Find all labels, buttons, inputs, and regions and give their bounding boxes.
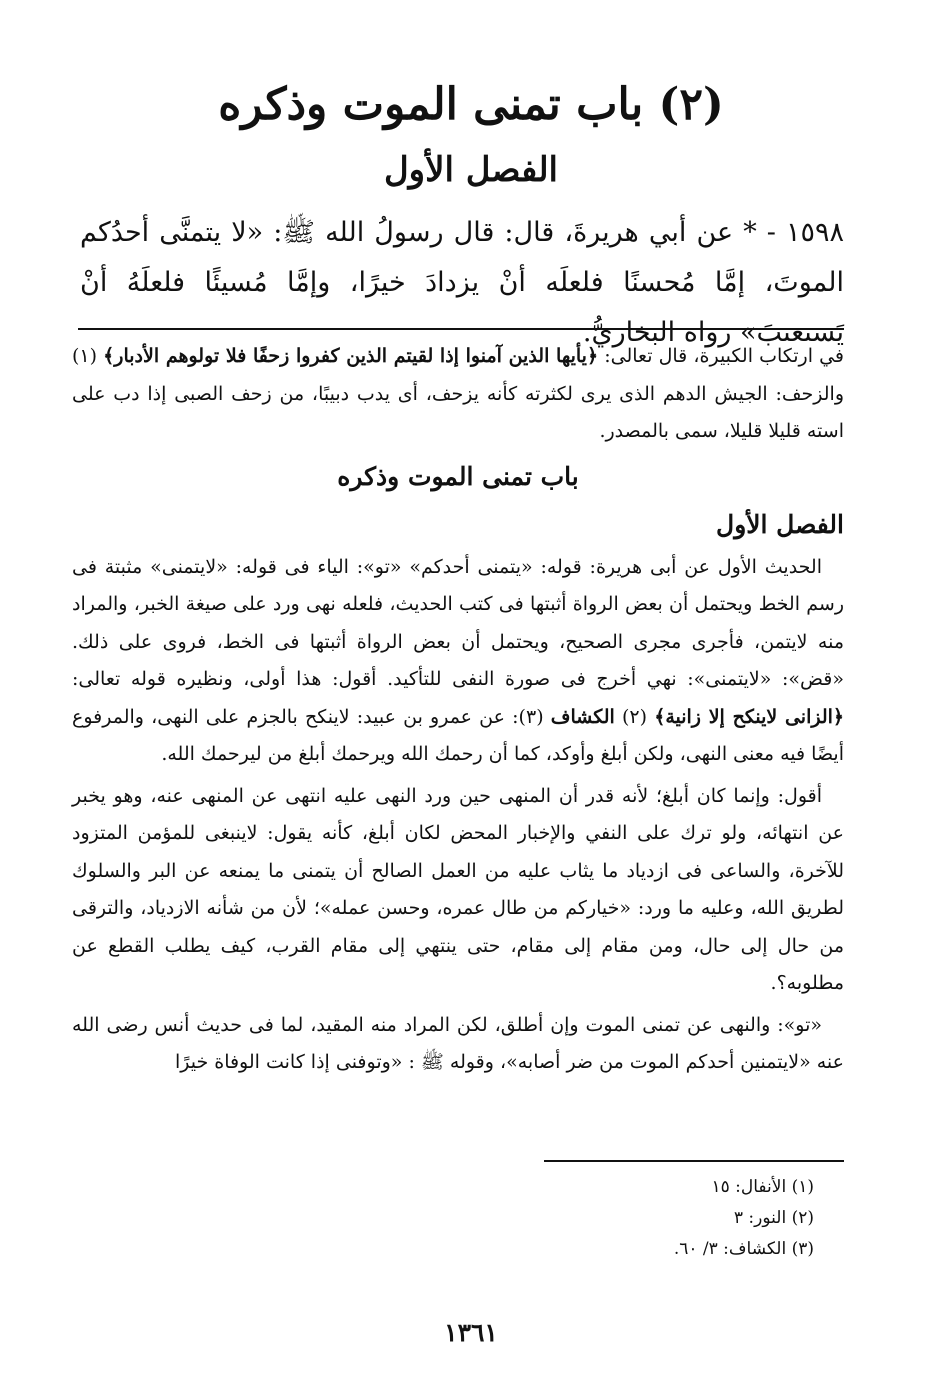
commentary xyxy=(72,338,844,1082)
footnotes xyxy=(514,1172,814,1265)
hadith-text: ١٥٩٨ - * عن أبي هريرةَ، قال: قال رسولُ الله ﷺ: «لا يتمنَّى أحدُكم الموتَ، إمَّا مُحسنًا فلعلَه أنْ يزدادَ خيرًا، وإمَّا مُسيئًا فلعلَهُ أنْ يَستعتبَ» رواه البخاريُّ. xyxy=(80,217,844,348)
quran-quote: ﴿الزانى لاينكح إلا زانية﴾ xyxy=(654,705,845,728)
source-name: الكشاف xyxy=(550,705,615,728)
chapter-title: (٢) باب تمنى الموت وذكره xyxy=(218,79,724,130)
intro-pre: في ارتكاب الكبيرة، قال تعالى: xyxy=(598,345,845,367)
intro-post: (١) والزحف: الجيش الدهم الذى يرى لكثرته كأنه يزحف، أى يدب دبيبًا، من زحف الصبى إذا دب على استه قليلا قليلا، سمى بالمصدر. xyxy=(72,345,844,442)
footnote: (٣) الكشاف: ٣/ ٦٠. xyxy=(673,1239,814,1259)
para1-post: (٣): عن عمرو بن عبيد: لاينكح بالجزم على النهى، والمرفوع أيضًا فيه معنى النهى، ولكن أبلغ وأوكد، كما أن رحمك الله ويرحمك أبلغ من ليرحمك الله. xyxy=(72,705,844,765)
commentary-paragraph: أقول: وإنما كان أبلغ؛ لأنه قدر أن المنهى حين ورد النهى عليه انتهى عن المنهى عنه، وهو يخبر عن انتهائه، ولو ترك على النفي والإخبار المحض لكان أبلغ، كأنه يقول: لاينبغى للمؤمن المتزود للآخرة، والساعى فى ازدياد ما يثاب عليه من العمل الصالح أن يتمنى ما يمنعه عن البر والسلوك لطريق الله، وعليه ما ورد: «خياركم من طال عمره، وحسن عمله»؛ لأن من شأنه الازدياد، والترقى من حال إلى حال، ومن مقام إلى مقام، حتى ينتهي إلى مقام القرب، كيف يطلب القطع عن مطلوبه؟. xyxy=(72,784,844,994)
footnote-divider xyxy=(544,1160,844,1162)
commentary-intro xyxy=(72,338,844,451)
footnote-ref: (٢) xyxy=(614,705,655,728)
footnote: (١) الأنفال: ١٥ xyxy=(711,1177,814,1197)
text-divider xyxy=(78,328,844,330)
section-title: الفصل الأول xyxy=(383,150,559,190)
commentary-paragraph xyxy=(72,549,844,774)
commentary-paragraph: «تو»: والنهى عن تمنى الموت وإن أطلق، لكن المراد منه المقيد، لما فى حديث أنس رضى الله عنه «لايتمنين أحدكم الموت من ضر أصابه»، وقوله ﷺ : «وتوفنى إذا كانت الوفاة خيرًا xyxy=(72,1013,844,1073)
commentary-section-title: الفصل الأول xyxy=(716,509,844,539)
quran-quote: ﴿يأيها الذين آمنوا إذا لقيتم الذين كفروا زحفًا فلا تولوهم الأدبار﴾ xyxy=(103,345,599,367)
page-number: ١٣٦١ xyxy=(444,1318,498,1347)
commentary-chapter-title: باب تمنى الموت وذكره xyxy=(337,461,579,491)
footnote: (٢) النور: ٣ xyxy=(733,1208,814,1228)
para1-pre: الحديث الأول عن أبى هريرة: قوله: «يتمنى أحدكم» «تو»: الياء فى قوله: «لايتمنى» مثبتة فى رسم الخط ويحتمل أن بعض الرواة أثبتها فى كتب الحديث، فلعله نهى ورد على صيغة الخبر، والمراد منه لايتمن، فأجرى مجرى الصحيح، ويحتمل أن بعض الرواة أثبتها فى الخط، فروى على ذلك. «قض»: «لايتمنى»: نهي أخرج فى صورة النفى للتأكيد. أقول: هذا أولى، ونظيره قوله تعالى: xyxy=(72,555,844,690)
